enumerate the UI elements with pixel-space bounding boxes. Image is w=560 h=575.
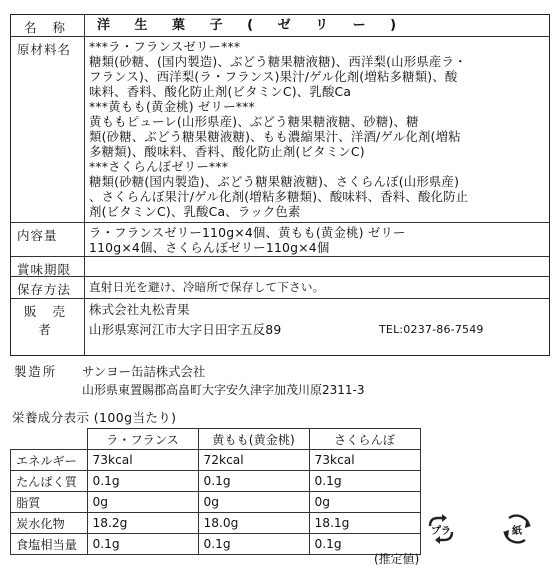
- ingredients-line: 類(砂糖、ぶどう糖果糖液糖)、もも濃縮果汁、洋酒/ゲル化剤(増粘: [89, 129, 461, 144]
- plastic-recycle-icon: [424, 512, 458, 546]
- seller-header: 販 売 者: [11, 299, 85, 355]
- ingredients-line: ***ラ・フランスゼリー***: [89, 39, 241, 54]
- paper-recycle-icon: [500, 512, 534, 546]
- seller-tel: TEL:0237-86-7549: [379, 323, 484, 336]
- cell-value: 0.1g: [87, 471, 198, 492]
- paper-mark-label: 紙: [512, 526, 522, 537]
- seller-info: [89, 299, 545, 355]
- nutrition-title: 栄養成分表示 (100g当たり): [12, 410, 177, 425]
- ingredients-line: 黄ももピューレ(山形県産)、ぶどう糖果糖液糖、砂糖)、糖: [89, 114, 419, 129]
- cell-value: 18.2g: [87, 513, 198, 534]
- ingredients-line: 、さくらんぼ果汁/ゲル化剤(増粘多糖類)、酸味料、香料、酸化防止: [89, 189, 469, 204]
- content-value: [89, 223, 545, 256]
- row-ingredients: [11, 37, 549, 223]
- nutrition-corner: [11, 429, 88, 450]
- row-content: [11, 223, 549, 257]
- ingredients-line: 剤(ビタミンC)、乳酸Ca、ラック色素: [89, 204, 301, 219]
- nutrition-table: [10, 428, 421, 555]
- ingredients-line: ***さくらんぼゼリー***: [89, 159, 229, 174]
- table-row: [11, 450, 421, 471]
- ingredients-header: 原材料名: [11, 37, 85, 222]
- table-row: [11, 492, 421, 513]
- nutrition-header-row: [11, 429, 421, 450]
- cell-value: 0.1g: [198, 534, 309, 555]
- product-name: 洋 生 菓 子 ( ゼ リ ー ): [97, 18, 407, 33]
- estimate-note: (推定値): [374, 552, 420, 566]
- cell-value: 0g: [198, 492, 309, 513]
- column-header: さくらんぼ: [309, 429, 420, 450]
- cell-value: 0.1g: [309, 471, 420, 492]
- ingredients-line: フランス)、西洋梨(ラ・フランス)果汁/ゲル化剤(増粘多糖類)、酸: [89, 69, 458, 84]
- row-label: 食塩相当量: [11, 534, 88, 555]
- ingredients-line: 糖類(砂糖(国内製造)、ぶどう糖果糖液糖)、さくらんぼ(山形県産): [89, 174, 460, 189]
- ingredients-line: ***黄もも(黄金桃) ゼリー***: [89, 99, 255, 114]
- maker-name: サンヨー缶詰株式会社: [82, 364, 206, 379]
- name-header: 名 称: [11, 15, 85, 36]
- seller-address: 山形県寒河江市大字日田字五反89: [89, 322, 282, 337]
- seller-name: 株式会社丸松青果: [89, 302, 190, 317]
- cell-value: 72kcal: [198, 450, 309, 471]
- row-expiry: [11, 257, 549, 277]
- cell-value: 18.1g: [309, 513, 420, 534]
- cell-value: 18.0g: [198, 513, 309, 534]
- plastic-mark-label: プラ: [431, 526, 451, 537]
- cell-value: 0.1g: [309, 534, 420, 555]
- cell-value: 0.1g: [87, 534, 198, 555]
- column-header: ラ・フランス: [87, 429, 198, 450]
- column-header: 黄もも(黄金桃): [198, 429, 309, 450]
- seller-address-line: [89, 322, 545, 337]
- ingredients-line: 味料、香料、酸化防止剤(ビタミンC)、乳酸Ca: [89, 84, 352, 99]
- table-row: [11, 513, 421, 534]
- cell-value: 0g: [309, 492, 420, 513]
- ingredients-list: [89, 37, 545, 222]
- row-storage: [11, 277, 549, 299]
- row-seller: [11, 299, 549, 355]
- row-label: 脂質: [11, 492, 88, 513]
- content-header: 内容量: [11, 223, 85, 256]
- cell-value: 0.1g: [198, 471, 309, 492]
- row-name: [11, 15, 549, 37]
- cell-value: 0g: [87, 492, 198, 513]
- ingredients-line: 多糖類)、酸味料、香料、酸化防止剤(ビタミンC): [89, 144, 365, 159]
- storage-text: 直射日光を避け、冷暗所で保存して下さい。: [89, 280, 325, 294]
- content-line: ラ・フランスゼリー110g×4個、黄もも(黄金桃) ゼリー: [89, 225, 406, 240]
- expiry-header: 賞味期限: [11, 257, 85, 276]
- table-row: [11, 471, 421, 492]
- content-line: 110g×4個、さくらんぼゼリー110g×4個: [89, 240, 330, 255]
- ingredients-line: 糖類(砂糖、(国内製造)、ぶどう糖果糖液糖)、西洋梨(山形県産ラ・: [89, 54, 467, 69]
- expiry-value: [89, 257, 545, 276]
- storage-header: 保存方法: [11, 277, 85, 298]
- row-label: 炭水化物: [11, 513, 88, 534]
- table-row: [11, 534, 421, 555]
- maker-header: 製造所: [14, 364, 58, 379]
- cell-value: 73kcal: [87, 450, 198, 471]
- maker-address: 山形県東置賜郡高畠町大字安久津字加茂川原2311-3: [82, 383, 365, 397]
- cell-value: 73kcal: [309, 450, 420, 471]
- row-label: たんぱく質: [11, 471, 88, 492]
- storage-value: [89, 277, 545, 298]
- food-label-table: [10, 14, 550, 356]
- row-label: エネルギー: [11, 450, 88, 471]
